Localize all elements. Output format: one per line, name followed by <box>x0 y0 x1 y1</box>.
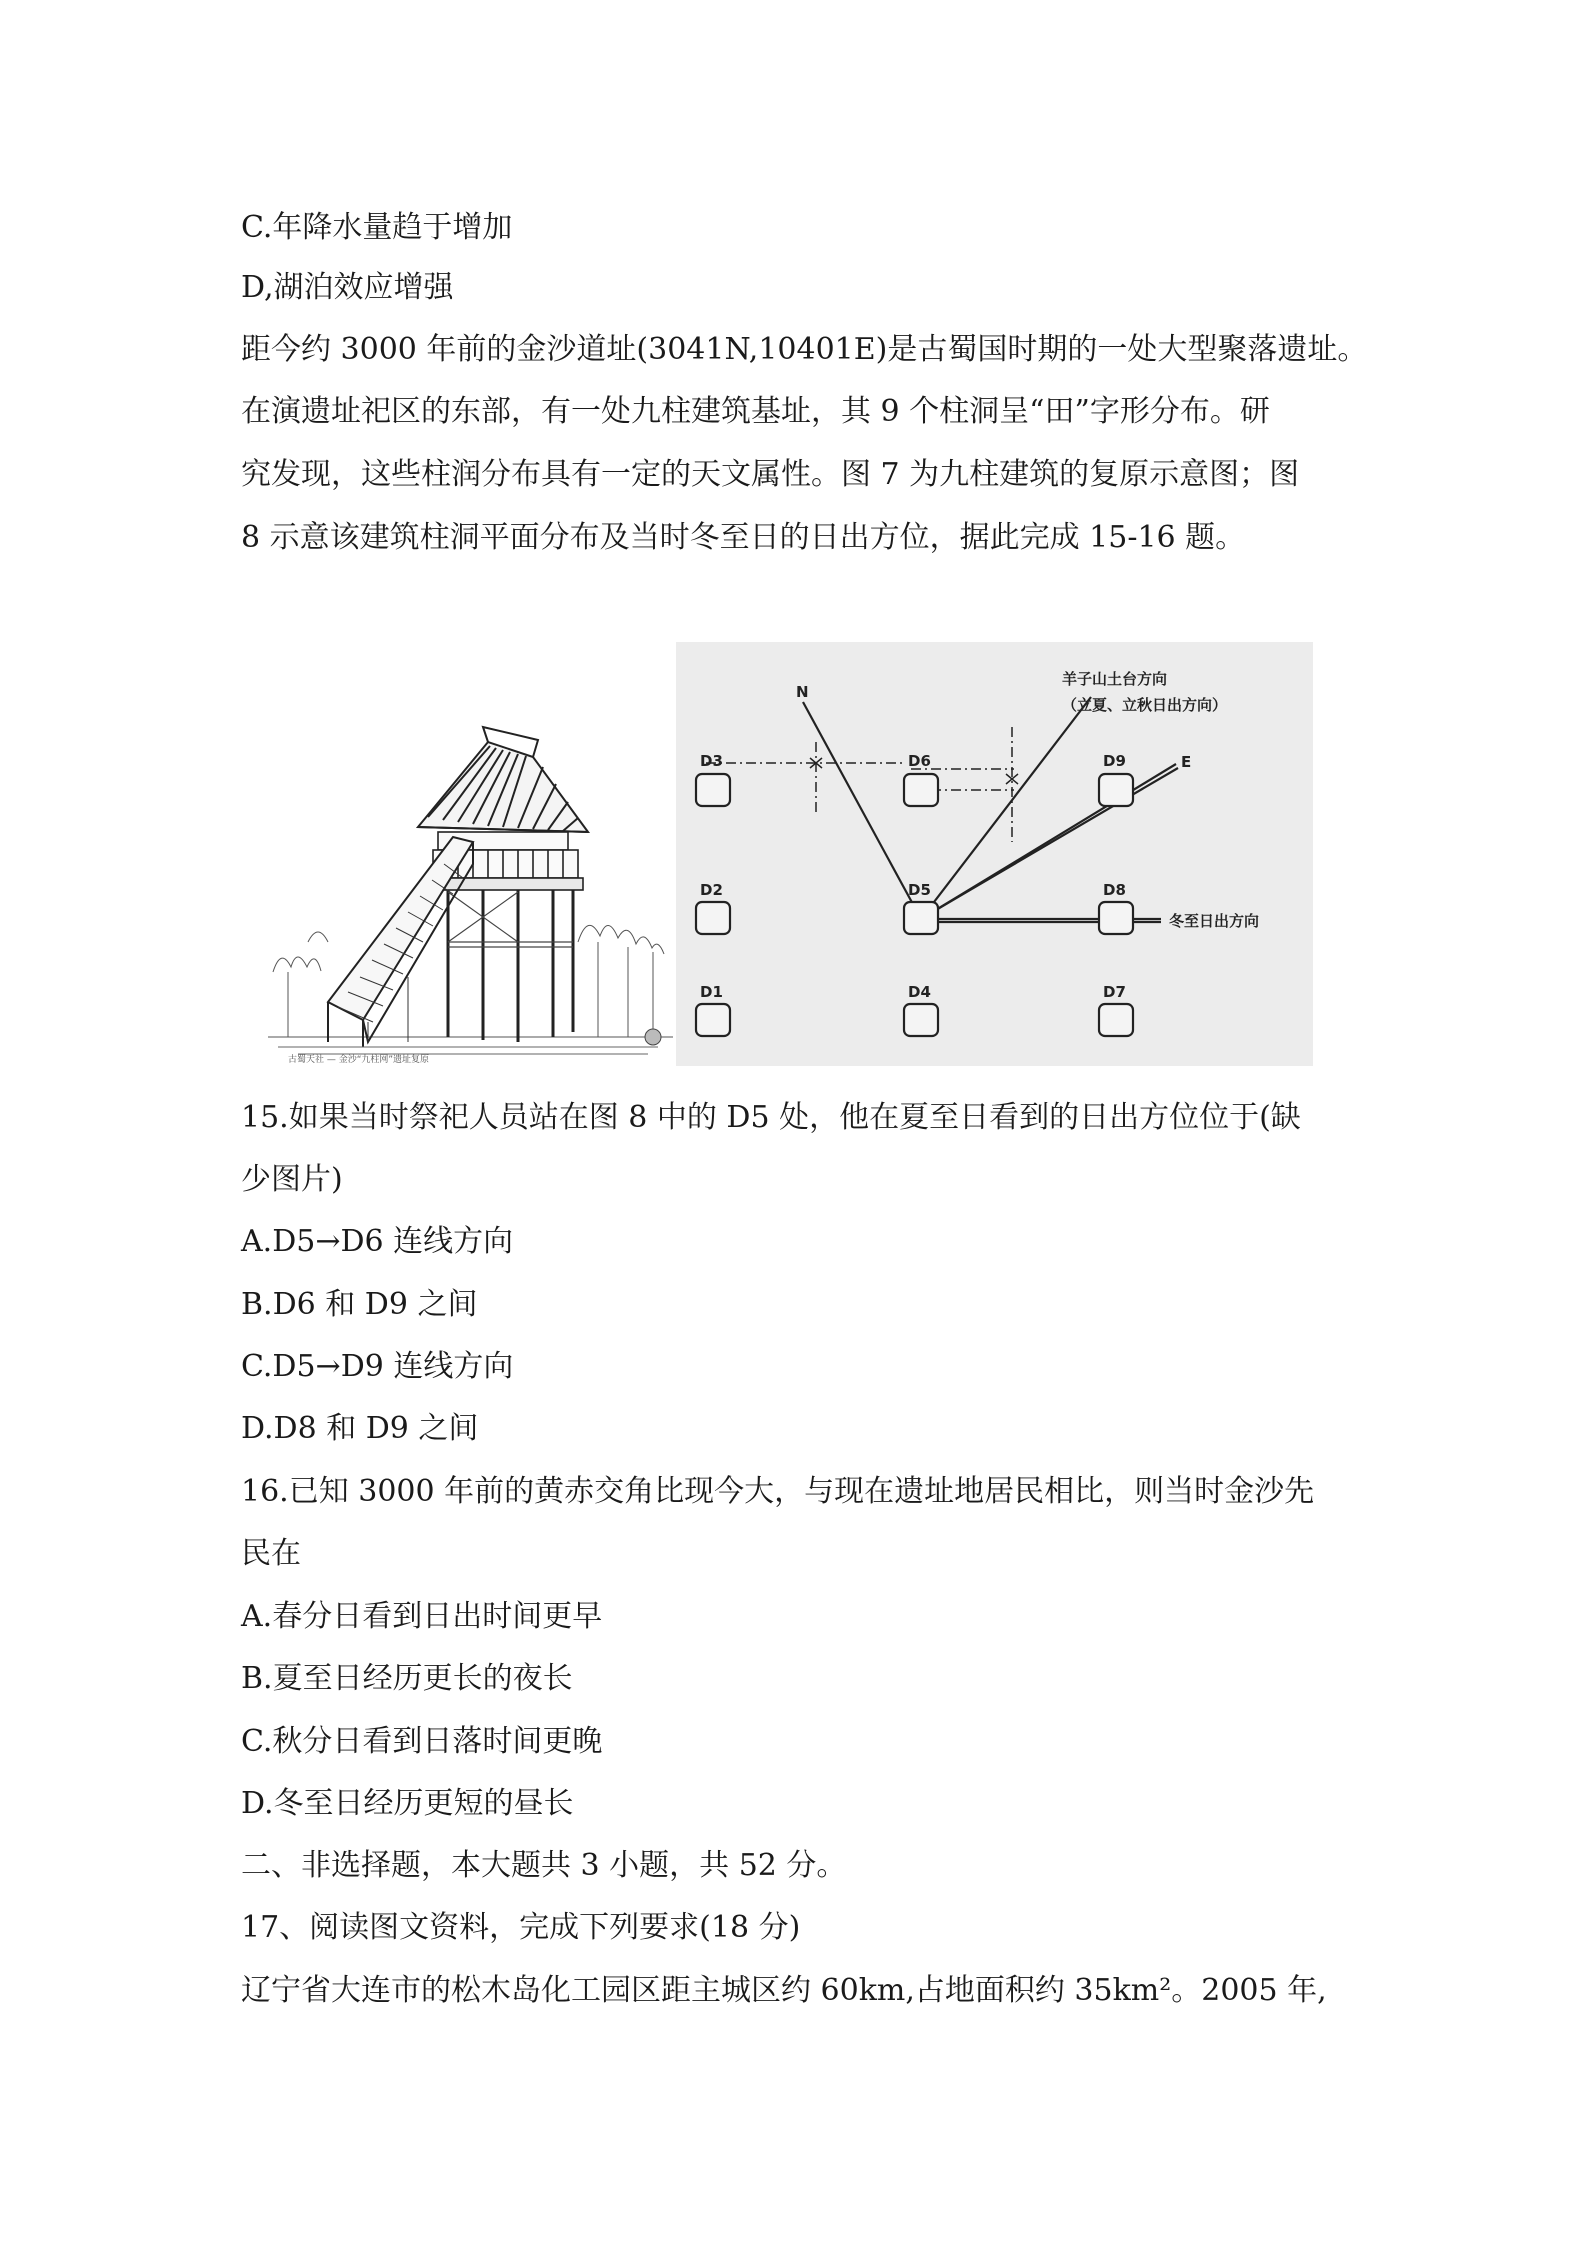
yangzi-direction-label: 羊子山土台方向 <box>1062 670 1168 688</box>
east-label: E <box>1181 753 1192 771</box>
question-16-option-b: B.夏至日经历更长的夜长 <box>241 1661 573 1696</box>
post-label-d8: D8 <box>1103 881 1126 899</box>
question-15-option-b: B.D6 和 D9 之间 <box>241 1287 478 1322</box>
text-line: 距今约 3000 年前的金沙道址(3041N,10401E)是古蜀国时期的一处大型聚落遗址。 <box>241 332 1368 367</box>
question-17-stem: 17、阅读图文资料，完成下列要求(18 分) <box>241 1910 801 1945</box>
post-label-d4: D4 <box>908 983 931 1001</box>
figure-8-post-plan <box>676 642 1313 1066</box>
north-label: N <box>796 683 809 701</box>
post-label-d3: D3 <box>700 752 723 770</box>
text-line: D,湖泊效应增强 <box>241 270 454 305</box>
text-line: C.年降水量趋于增加 <box>241 210 513 245</box>
question-15-stem-cont: 少图片) <box>241 1162 343 1197</box>
text-line: 究发现，这些柱润分布具有一定的天文属性。图 7 为九柱建筑的复原示意图；图 <box>241 457 1300 492</box>
question-15-stem: 15.如果当时祭祀人员站在图 8 中的 D5 处，他在夏至日看到的日出方位位于(缺 <box>241 1100 1301 1135</box>
post-label-d6: D6 <box>908 752 931 770</box>
post-label-d7: D7 <box>1103 983 1126 1001</box>
post-label-d2: D2 <box>700 881 723 899</box>
figure-7-credit: 古蜀天社 — 金沙“九柱网”遗址复原 <box>288 1055 430 1065</box>
text-line: 辽宁省大连市的松木岛化工园区距主城区约 60km,占地面积约 35km²。2005 年, <box>241 1973 1327 2008</box>
section-2-heading: 二、非选择题，本大题共 3 小题，共 52 分。 <box>241 1848 847 1883</box>
question-15-option-d: D.D8 和 D9 之间 <box>241 1411 479 1446</box>
yangzi-direction-note: （立夏、立秋日出方向） <box>1062 696 1228 714</box>
question-15-option-c: C.D5→D9 连线方向 <box>241 1349 514 1384</box>
figure-7-building-sketch <box>268 642 673 1066</box>
text-line: 8 示意该建筑柱洞平面分布及当时冬至日的日出方位，据此完成 15-16 题。 <box>241 520 1246 555</box>
post-label-d9: D9 <box>1103 752 1126 770</box>
post-label-d1: D1 <box>700 983 723 1001</box>
post-label-d5: D5 <box>908 881 931 899</box>
question-15-option-a: A.D5→D6 连线方向 <box>241 1224 514 1259</box>
figure-7-8 <box>268 642 1313 1066</box>
question-16-option-a: A.春分日看到日出时间更早 <box>241 1599 603 1634</box>
question-16-stem-cont: 民在 <box>241 1536 301 1571</box>
winter-solstice-label: 冬至日出方向 <box>1169 912 1260 930</box>
question-16-option-d: D.冬至日经历更短的昼长 <box>241 1786 574 1821</box>
question-16-stem: 16.已知 3000 年前的黄赤交角比现今大，与现在遗址地居民相比，则当时金沙先 <box>241 1474 1315 1509</box>
question-16-option-c: C.秋分日看到日落时间更晚 <box>241 1724 603 1759</box>
text-line: 在演遗址祀区的东部，有一处九柱建筑基址，其 9 个柱洞呈“田”字形分布。研 <box>241 394 1270 429</box>
